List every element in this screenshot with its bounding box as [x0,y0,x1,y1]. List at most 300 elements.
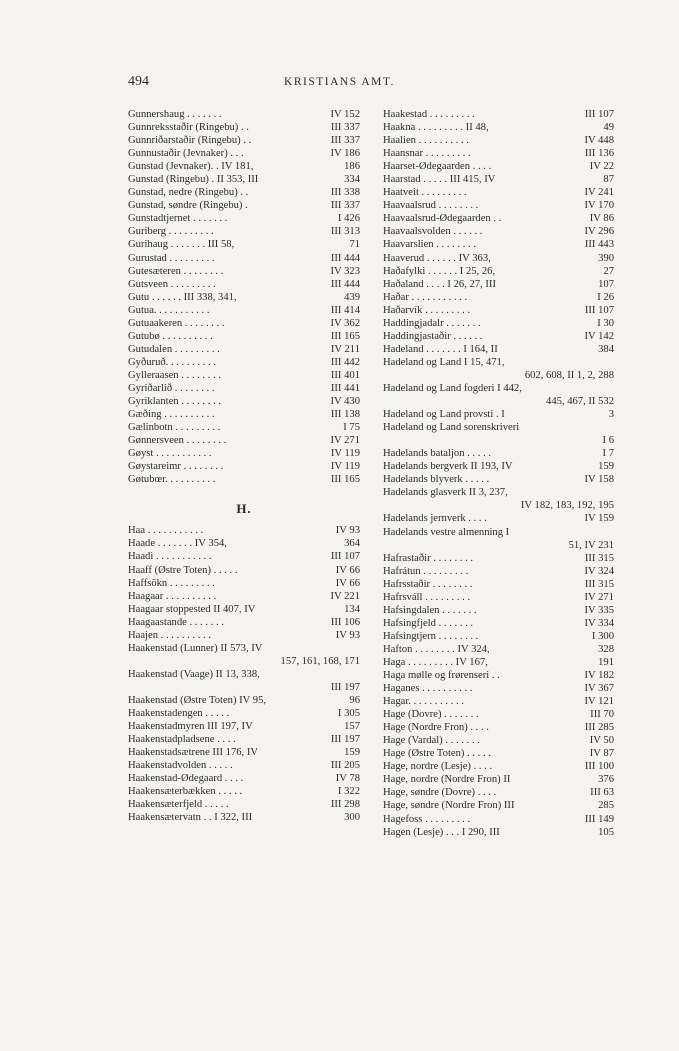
index-entry [383,747,614,760]
entry-reference: 364 [344,538,360,550]
entry-reference: 191 [598,656,614,668]
entry-name: Haakenstad (Vaage) II 13, 338, [128,668,260,680]
entry-name: Gutudalen . . . . . . . . . [128,343,220,355]
entry-name: Haðar . . . . . . . . . . . [383,291,468,303]
entry-reference: III 197 [330,681,360,693]
entry-reference: IV 211 [330,343,360,355]
entry-reference: III 298 [330,799,360,811]
entry-name: Haagaar stoppested II 407, IV [128,603,256,615]
entry-name: Hadeland og Land sorenskriveri [383,422,520,434]
index-entry [128,707,360,720]
index-entry [128,811,360,824]
entry-reference: I 300 [591,630,614,642]
entry-reference: 49 [603,122,614,134]
entry-name: Gunstadtjernet . . . . . . . [128,213,228,225]
entry-name: Haakenstad (Østre Toten) IV 95, [128,694,267,706]
index-entry [128,590,360,603]
entry-reference: IV 66 [335,564,360,576]
entry-name: Haavaalsvolden . . . . . . [383,226,483,238]
entry-name: Haajen . . . . . . . . . . [128,629,211,641]
entry-name: Haga mølle og frørenseri . . [383,670,500,682]
index-entry [128,238,360,251]
entry-name: Gyriðarlið . . . . . . . . [128,382,215,394]
index-entry [128,746,360,759]
entry-name: Gælinbotn . . . . . . . . . [128,422,221,434]
entry-name: Gæðing . . . . . . . . . . [128,409,215,421]
entry-reference: IV 430 [330,396,360,408]
entry-name: Haakensætervatn . . I 322, III [128,812,253,824]
entry-name: Hage, nordre (Nordre Fron) II [383,774,511,786]
entry-reference: IV 186 [330,148,360,160]
index-entry [128,550,360,563]
index-entry [383,799,614,812]
index-entry [128,317,360,330]
index-entry [383,134,614,147]
entry-reference: IV 87 [589,748,614,760]
entry-name: Hafton . . . . . . . . IV 324, [383,643,490,655]
entry-reference: III 197 [330,734,360,746]
index-entry [383,317,614,330]
index-entry [383,630,614,643]
entry-reference: IV 86 [589,213,614,225]
index-entry [128,473,360,486]
entry-reference: IV 271 [584,591,614,603]
index-entry [383,186,614,199]
entry-reference: IV 142 [584,330,614,342]
entry-name: Gutsveen . . . . . . . . . [128,278,216,290]
entry-name: Haga . . . . . . . . . IV 167, [383,656,488,668]
index-entry [128,382,360,395]
entry-name: Haarset-Ødegaarden . . . . [383,161,492,173]
entry-reference: 134 [344,603,360,615]
index-entry [383,343,614,356]
index-entry [383,199,614,212]
entry-reference: 105 [598,826,614,838]
index-entry-continuation [383,539,614,552]
entry-reference: 439 [344,291,360,303]
entry-name: Gutua. . . . . . . . . . . [128,304,210,316]
entry-reference: III 107 [330,551,360,563]
index-entry [383,552,614,565]
entry-reference: 157, 161, 168, 171 [280,655,360,667]
index-entry [128,356,360,369]
entry-name: Haalien . . . . . . . . . . [383,135,469,147]
entry-name: Hafsingdalen . . . . . . . [383,604,477,616]
entry-reference: 384 [598,343,614,355]
entry-reference: IV 323 [330,265,360,277]
index-entry [383,108,614,121]
entry-name: Haavaalsrud-Ødegaarden . . [383,213,502,225]
entry-name: Hadelands bataljon . . . . . [383,448,491,460]
entry-name: Gunstad, nedre (Ringebu) . . [128,187,249,199]
entry-name: Gutu . . . . . . III 338, 341, [128,291,237,303]
index-entry [383,291,614,304]
entry-reference: 51, IV 231 [568,539,614,551]
entry-name: Hadeland og Land provsti . I [383,409,505,421]
entry-name: Gunstad (Ringebu) . II 353, III [128,174,259,186]
section-heading: H. [236,501,252,517]
entry-reference: III 70 [590,709,614,721]
index-entry [128,668,360,681]
index-entry [383,238,614,251]
index-entry [383,460,614,473]
index-entry [128,798,360,811]
entry-reference: III 315 [584,578,614,590]
index-entry [383,447,614,460]
index-entry [128,108,360,121]
index-entry [383,473,614,486]
index-entry [383,225,614,238]
index-entry [383,591,614,604]
index-entry [383,734,614,747]
index-entry [383,408,614,421]
index-entry [128,759,360,772]
entries-h [128,524,360,824]
entry-reference: IV 152 [330,109,360,120]
entry-reference: 328 [598,643,614,655]
index-entry [383,212,614,225]
entry-name: Hafrsváll . . . . . . . . . [383,591,471,603]
entry-reference: 159 [344,747,360,759]
entry-reference: III 106 [330,616,360,628]
entry-name: Hage (Dovre) . . . . . . . [383,709,479,721]
entry-name: Haakenstad-Ødegaard . . . . [128,773,244,785]
index-entry [128,330,360,343]
entry-name: Haatveit . . . . . . . . . [383,187,467,199]
index-entry [383,265,614,278]
entry-name: Hafsingtjern . . . . . . . . [383,630,479,642]
entry-reference: 390 [598,252,614,264]
index-entry [128,564,360,577]
entry-reference: III 337 [330,135,360,147]
entry-reference: IV 241 [584,187,614,199]
index-entry [128,160,360,173]
entry-name: Gunstad, søndre (Ringebu) . [128,200,248,212]
entry-name: Hagar. . . . . . . . . . . [383,696,464,708]
entry-reference: 186 [344,161,360,173]
entry-name: Hadelands glasverk II 3, 237, [383,487,508,499]
entry-reference: I 6 [602,435,614,447]
index-entry [128,460,360,473]
index-entry [128,186,360,199]
entry-name: Haansnar . . . . . . . . . [383,148,471,160]
entry-name: Haðaland . . . . I 26, 27, III [383,278,496,290]
entry-reference: I 322 [337,786,360,798]
entry-name: Gutubø . . . . . . . . . . [128,330,213,342]
entry-name: Gutuaakeren . . . . . . . . [128,317,225,329]
entry-reference: IV 66 [335,577,360,589]
index-entry [383,604,614,617]
page-number: 494 [128,74,149,89]
index-entry [128,616,360,629]
entry-reference: IV 159 [584,513,614,525]
entry-reference: IV 334 [584,617,614,629]
entry-name: Haganes . . . . . . . . . . [383,683,473,695]
entry-reference: IV 182 [584,670,614,682]
entry-reference: IV 93 [335,629,360,641]
entry-name: Haagaastande . . . . . . . [128,616,224,628]
index-entry [128,212,360,225]
entry-reference: I 75 [343,422,360,434]
index-entry [128,278,360,291]
index-entry [128,408,360,421]
index-entry [128,369,360,382]
entry-reference: III 136 [584,148,614,160]
entry-name: Gutesæteren . . . . . . . . [128,265,224,277]
entry-name: Gylleraasen . . . . . . . . [128,369,221,381]
entry-reference: III 205 [330,760,360,772]
entry-name: Haakenstadsætrene III 176, IV [128,747,259,759]
entry-name: Hadeland . . . . . . . I 164, II [383,343,498,355]
entry-name: Hafrastaðir . . . . . . . . [383,552,474,564]
entry-name: Gurihaug . . . . . . . III 58, [128,239,235,251]
entry-name: Gunnreksstaðir (Ringebu) . . [128,122,249,134]
index-entry [383,486,614,499]
entry-reference: 71 [349,239,360,251]
entry-reference: III 441 [330,382,360,394]
entry-name: Hagen (Lesje) . . . I 290, III [383,826,500,838]
index-entry [383,773,614,786]
entry-reference: I 7 [602,448,614,460]
entry-reference: IV 22 [589,161,614,173]
index-entry [128,577,360,590]
entry-reference: 87 [603,174,614,186]
index-entry [383,512,614,525]
entry-reference: IV 119 [330,448,360,460]
entry-name: Haakna . . . . . . . . . II 48, [383,122,489,134]
entry-reference: IV 367 [584,683,614,695]
entry-reference: 27 [603,265,614,277]
entry-reference: 334 [344,174,360,186]
index-entry [383,826,614,839]
entry-reference: I 30 [597,317,614,329]
index-entry [383,173,614,186]
entry-reference: 3 [608,409,614,421]
entry-reference: III 442 [330,356,360,368]
entry-name: Hage (Nordre Fron) . . . . [383,722,489,734]
entry-reference: IV 221 [330,590,360,602]
entry-name: Haavarslien . . . . . . . . [383,239,476,251]
entry-name: Gunnershaug . . . . . . . [128,109,222,120]
entry-reference: IV 335 [584,604,614,616]
entry-reference: 107 [598,278,614,290]
entry-name: Gurustad . . . . . . . . . [128,252,215,264]
index-entry [128,603,360,616]
index-entry [128,304,360,317]
index-entry [383,695,614,708]
index-entry [128,524,360,537]
index-entry [128,147,360,160]
index-entry [383,786,614,799]
index-entry [128,121,360,134]
entry-reference: III 443 [584,239,614,251]
right-column [383,108,614,839]
entry-reference: III 337 [330,122,360,134]
entry-reference: III 107 [584,109,614,120]
left-column [128,108,360,824]
index-entry [128,720,360,733]
entry-name: Haakestad . . . . . . . . . [383,109,475,120]
entry-name: Gyðuruð. . . . . . . . . . [128,356,216,368]
entry-name: Haakenstadpladsene . . . . [128,734,236,746]
entry-name: Hadelands jernverk . . . . [383,513,487,525]
index-entry [383,669,614,682]
index-entry [383,656,614,669]
index-entry-continuation [383,434,614,447]
index-entry [128,733,360,746]
entry-reference: 157 [344,721,360,733]
entry-reference: IV 324 [584,565,614,577]
entry-name: Hadelands blyverk . . . . . [383,474,490,486]
entry-name: Hafsingfjeld . . . . . . . [383,617,474,629]
index-entry [383,356,614,369]
index-entry [128,291,360,304]
index-entry-continuation [128,655,360,668]
entry-reference: IV 182, 183, 192, 195 [520,500,614,512]
entry-reference: III 444 [330,278,360,290]
index-entry-continuation [383,369,614,382]
entry-name: Gunnustaðir (Jevnaker) . . . [128,148,244,160]
entry-name: Hadelands bergverk II 193, IV [383,461,513,473]
index-entry [128,134,360,147]
entry-reference: III 285 [584,722,614,734]
index-entry [383,721,614,734]
entry-reference: 445, 467, II 532 [546,396,614,408]
index-entry [383,526,614,539]
index-entry [383,813,614,826]
entry-name: Haade . . . . . . . IV 354, [128,538,227,550]
index-entry [383,421,614,434]
entry-name: Hagefoss . . . . . . . . . [383,813,471,825]
entry-reference: III 337 [330,200,360,212]
index-entry [383,278,614,291]
index-entry [383,682,614,695]
entry-name: Gunnriðarstaðir (Ringebu) . . [128,135,252,147]
entry-name: Haarstad . . . . . III 415, IV [383,174,496,186]
entry-reference: III 149 [584,813,614,825]
index-entry [128,785,360,798]
entry-reference: III 63 [590,787,614,799]
entry-name: Haakensæterfjeld . . . . . [128,799,229,811]
index-entry [383,382,614,395]
index-entry [383,643,614,656]
entry-reference: IV 271 [330,435,360,447]
entry-name: Hafrátun . . . . . . . . . [383,565,469,577]
entry-name: Haa . . . . . . . . . . . [128,525,204,537]
entry-reference: IV 158 [584,474,614,486]
entry-name: Gøtubœr. . . . . . . . . . [128,474,216,486]
entry-reference: IV 50 [589,735,614,747]
entry-reference: IV 119 [330,461,360,473]
entry-name: Gøyst . . . . . . . . . . . [128,448,212,460]
entry-reference: 285 [598,800,614,812]
index-entry [128,447,360,460]
running-head: KRISTIANS AMT. [284,76,395,88]
entries-right [383,108,614,839]
entry-name: Hadelands vestre almenning I [383,526,510,538]
entry-reference: 300 [344,812,360,824]
index-entry [128,421,360,434]
index-entry [128,199,360,212]
entry-name: Hage (Vardal) . . . . . . . [383,735,480,747]
entry-name: Hage, søndre (Dovre) . . . . [383,787,497,799]
index-entry [383,160,614,173]
entry-reference: IV 362 [330,317,360,329]
entry-name: Guriberg . . . . . . . . . [128,226,214,238]
entry-reference: III 313 [330,226,360,238]
index-entry [128,343,360,356]
entry-name: Haakenstadengen . . . . . [128,708,230,720]
entry-name: Haddingjastaðir . . . . . . [383,330,483,342]
index-entry [128,252,360,265]
entry-name: Haaverud . . . . . . IV 363, [383,252,491,264]
entry-reference: I 305 [337,708,360,720]
index-entry [128,395,360,408]
index-entry-continuation [128,681,360,694]
entry-reference: IV 121 [584,696,614,708]
index-entry [383,121,614,134]
entry-name: Haffsökn . . . . . . . . . [128,577,215,589]
entry-reference: III 414 [330,304,360,316]
index-entry [383,617,614,630]
entry-name: Haaff (Østre Toten) . . . . . [128,564,238,576]
index-entry [383,578,614,591]
entry-name: Haðafylki . . . . . . I 25, 26, [383,265,496,277]
index-entry [128,694,360,707]
entry-name: Gyriklanten . . . . . . . . [128,396,221,408]
index-entry [128,642,360,655]
entry-name: Haðarvík . . . . . . . . . [383,304,471,316]
index-entry [128,434,360,447]
entry-name: Haakensæterbækken . . . . . [128,786,243,798]
entry-name: Haakenstadmyren III 197, IV [128,721,253,733]
entry-reference: III 100 [584,761,614,773]
entry-reference: IV 93 [335,525,360,537]
entry-name: Hadeland og Land I 15, 471, [383,356,505,368]
entry-name: Hage (Østre Toten) . . . . . [383,748,491,760]
entry-name: Gunstad (Jevnaker). . IV 181, [128,161,254,173]
entry-name: Haavaalsrud . . . . . . . . [383,200,479,212]
entry-name: Hage, søndre (Nordre Fron) III [383,800,515,812]
index-entry [128,173,360,186]
entry-reference: I 426 [337,213,360,225]
entry-reference: III 444 [330,252,360,264]
entry-name: Hadeland og Land fogderi I 442, [383,382,522,394]
entry-reference: III 315 [584,552,614,564]
index-entry [383,304,614,317]
index-entry [128,537,360,550]
entry-reference: III 165 [330,474,360,486]
index-entry [383,330,614,343]
entry-name: Haddingjadalr . . . . . . . [383,317,481,329]
index-entry [128,225,360,238]
entry-name: Haadi . . . . . . . . . . . [128,551,212,563]
entry-name: Haakenstad (Lunner) II 573, IV [128,642,263,654]
entry-reference: III 338 [330,187,360,199]
entry-reference: IV 296 [584,226,614,238]
entry-reference: III 165 [330,330,360,342]
entry-reference: IV 448 [584,135,614,147]
index-entry [383,147,614,160]
entry-name: Hage, nordre (Lesje) . . . . [383,761,493,773]
entry-reference: III 107 [584,304,614,316]
index-entry [128,629,360,642]
entry-reference: III 401 [330,369,360,381]
index-entry-continuation [383,499,614,512]
entry-name: Haagaar . . . . . . . . . . [128,590,217,602]
index-entry [383,252,614,265]
entry-reference: III 138 [330,409,360,421]
